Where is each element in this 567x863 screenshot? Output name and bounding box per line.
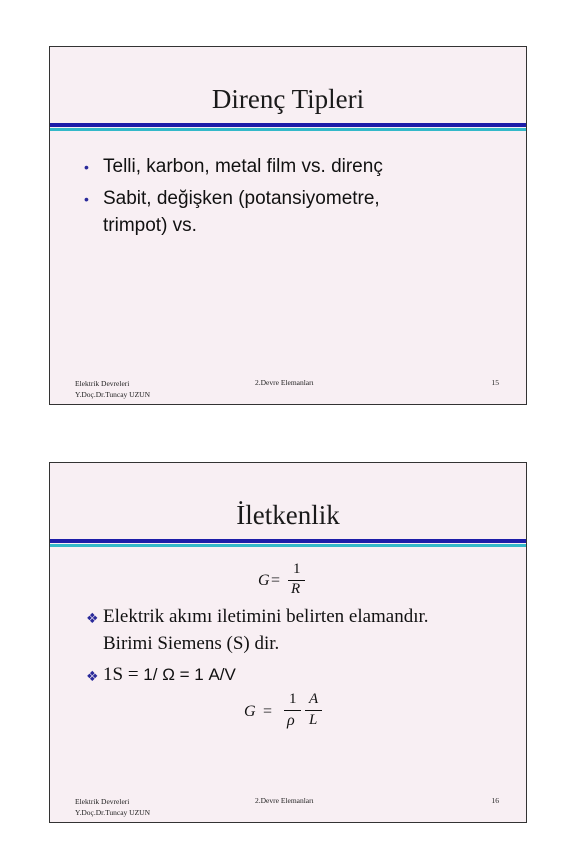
dot-bullet-icon: • <box>84 191 89 207</box>
bullet-item <box>103 185 380 239</box>
slide-16 <box>49 462 527 823</box>
bullet-text-continued: Birimi Siemens (S) dir. <box>103 633 280 654</box>
formula-numerator: 1 <box>289 691 297 707</box>
diamond-bullet-icon: ❖ <box>86 669 99 685</box>
formula-denominator: R <box>291 581 301 597</box>
bullet-text: Sabit, değişken (potansiyometre, <box>103 188 380 209</box>
formula-denominator: L <box>309 712 318 728</box>
dot-bullet-icon: • <box>84 159 89 175</box>
footer-author: Y.Doç.Dr.Tuncay UZUN <box>75 390 150 399</box>
footer-course-author <box>75 796 150 818</box>
bullet-item <box>103 153 383 180</box>
unit-prefix: 1S = <box>103 664 144 685</box>
formula-numerator: A <box>309 691 319 707</box>
slide-title: Direnç Tipleri <box>211 84 365 114</box>
title-rule-secondary <box>50 544 526 547</box>
formula-var: G <box>244 703 256 720</box>
unit-definition: 1/ Ω = 1 A/V <box>143 665 236 684</box>
fraction-bar <box>284 710 301 711</box>
conductivity-formula <box>244 691 334 735</box>
bullet-item <box>103 661 236 689</box>
page-number: 15 <box>491 378 499 387</box>
bullet-text: Elektrik akımı iletimini belirten elamandır. <box>103 606 429 627</box>
footer-chapter: 2.Devre Elemanları <box>255 796 314 805</box>
slide-title: İletkenlik <box>236 500 340 530</box>
footer-course: Elektrik Devreleri <box>75 379 130 388</box>
formula-eq: = <box>271 572 281 589</box>
title-rule <box>50 123 526 127</box>
bullet-text: Telli, karbon, metal film vs. direnç <box>103 156 383 177</box>
formula-denominator: ρ <box>287 712 295 729</box>
footer-course-author <box>75 378 150 400</box>
formula-numerator: 1 <box>293 561 301 577</box>
bullet-item <box>103 603 429 657</box>
bullet-text-continued: trimpot) vs. <box>103 215 197 236</box>
title-rule <box>50 539 526 543</box>
formula-var: G <box>258 572 270 589</box>
footer-chapter: 2.Devre Elemanları <box>255 378 314 387</box>
footer-author: Y.Doç.Dr.Tuncay UZUN <box>75 808 150 817</box>
page-number: 16 <box>491 796 499 805</box>
title-rule-secondary <box>50 128 526 131</box>
fraction-bar <box>305 710 322 711</box>
formula-eq: = <box>263 703 273 720</box>
slide-15 <box>49 46 527 405</box>
diamond-bullet-icon: ❖ <box>86 611 99 627</box>
footer-course: Elektrik Devreleri <box>75 797 130 806</box>
conductance-formula <box>258 561 318 601</box>
